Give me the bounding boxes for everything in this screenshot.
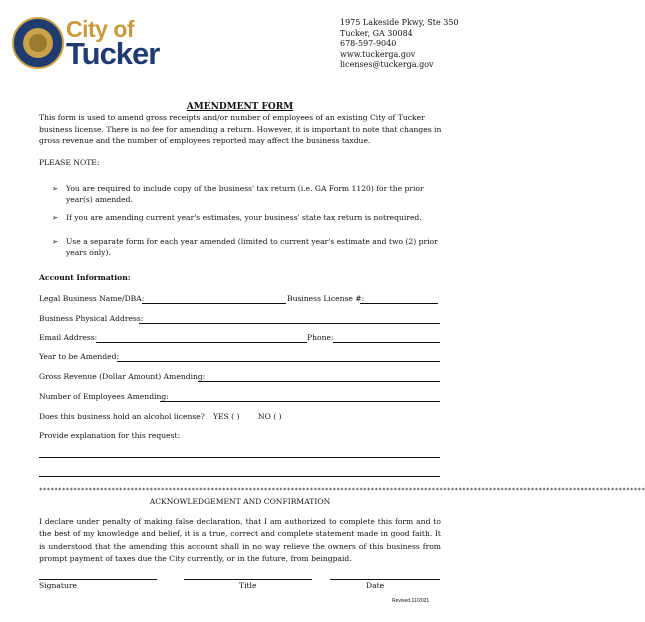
alcohol-no-checkbox[interactable]: NO ( ) <box>258 412 282 421</box>
explanation-field-line-1[interactable] <box>39 457 440 458</box>
note-bullet <box>52 236 442 258</box>
alcohol-license-question: Does this business hold an alcohol license? <box>39 412 205 421</box>
employees-field[interactable] <box>160 401 440 402</box>
phone-label: Phone: <box>307 333 334 342</box>
title-label: Title <box>239 581 257 590</box>
legal-name-label: Legal Business Name/DBA: <box>39 294 145 303</box>
gross-revenue-field[interactable] <box>198 381 440 382</box>
date-field[interactable] <box>330 579 440 580</box>
legal-name-field[interactable] <box>142 303 286 304</box>
phone-number: 678-597-9040 <box>340 39 397 48</box>
gross-revenue-label: Gross Revenue (Dollar Amount) Amending: <box>39 372 206 381</box>
arrow-bullet-icon: ➢ <box>52 213 59 222</box>
physical-address-label: Business Physical Address: <box>39 314 144 323</box>
account-info-heading: Account Information: <box>39 273 131 282</box>
email-label: Email Address: <box>39 333 98 342</box>
explanation-field-line-2[interactable] <box>39 476 440 477</box>
date-label: Date <box>366 581 385 590</box>
year-label: Year to be Amended: <box>39 352 120 361</box>
website-link[interactable]: www.tuckerga.gov <box>340 49 416 59</box>
signature-label: Signature <box>39 581 77 590</box>
note-bullet-text: If you are amending current year's estimates, your business' state tax return is notrequired. <box>66 213 422 222</box>
separator-stars: *************************************************************************************************************************************************************** <box>39 487 645 494</box>
year-field[interactable] <box>117 361 440 362</box>
logo-city-of: City of <box>66 16 135 42</box>
license-number-field[interactable] <box>360 303 438 304</box>
intro-paragraph: This form is used to amend gross receipts and/or number of employees of an existing City of Tucker business license. There is no fee for amending a return. However, it is important to note that changes in gross revenue and the number of employees reported may affect the business taxdue. <box>39 113 442 145</box>
title-field[interactable] <box>184 579 312 580</box>
city-seal-logo <box>12 17 64 69</box>
email-link[interactable]: licenses@tuckerga.gov <box>340 60 434 69</box>
note-bullet <box>52 212 442 223</box>
explanation-label: Provide explanation for this request: <box>39 431 181 440</box>
acknowledgement-heading: ACKNOWLEDGEMENT AND CONFIRMATION <box>149 497 331 506</box>
declaration-paragraph: I declare under penalty of making false declaration, that I am authorized to complete this form and to the best of my knowledge and belief, it is a true, correct and complete statement made in good faith. It is understood that the amending this account shall in no way relieve the owners of this business from prompt payment of taxes due the City currently, or in the future, from beingpaid. <box>39 517 441 564</box>
form-title: AMENDMENT FORM <box>186 102 294 112</box>
address-street: 1975 Lakeside Pkwy, Ste 350 <box>340 18 459 27</box>
address-city: Tucker, GA 30084 <box>340 28 413 38</box>
contact-address-block <box>340 18 459 71</box>
arrow-bullet-icon: ➢ <box>52 237 59 246</box>
physical-address-field[interactable] <box>139 323 440 324</box>
phone-field[interactable] <box>333 342 440 343</box>
arrow-bullet-icon: ➢ <box>52 184 59 193</box>
please-note-label: PLEASE NOTE: <box>39 158 100 167</box>
revision-note: Revised 11/2021 <box>392 598 430 604</box>
license-number-label: Business License #: <box>287 294 365 303</box>
note-bullet-text: Use a separate form for each year amended (limited to current year's estimate and two (2) prior years only). <box>66 237 438 257</box>
logo-tucker: Tucker <box>66 36 160 71</box>
email-field[interactable] <box>96 342 307 343</box>
note-bullet-text: You are required to include copy of the business' tax return (i.e. GA Form 1120) for the prior year(s) amended. <box>66 184 424 204</box>
alcohol-yes-checkbox[interactable]: YES ( ) <box>213 412 240 421</box>
signature-field[interactable] <box>39 579 157 580</box>
employees-label: Number of Employees Amending: <box>39 392 169 401</box>
note-bullet <box>52 183 442 205</box>
